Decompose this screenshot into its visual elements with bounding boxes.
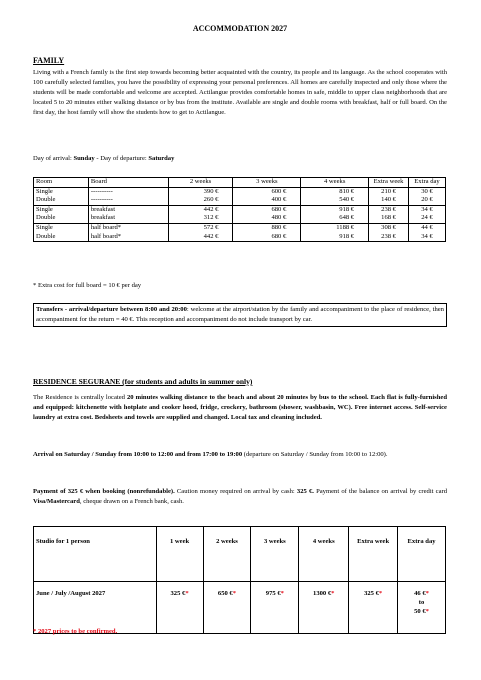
residence-text-1: The Residence is centrally located [33,394,127,401]
price-star: * [331,590,335,597]
table-row [34,223,446,232]
table-cell: 260 € [168,196,233,205]
table-cell: 810 € [301,187,369,196]
family-arrival-line [33,155,174,162]
table-cell: 34 € [409,233,446,242]
table-cell: breakfast [88,214,168,223]
table-cell: 238 € [369,205,409,214]
table-row [34,196,446,205]
table-cell: 168 € [369,214,409,223]
table-cell: ---------- [88,187,168,196]
header-cell: Board [88,178,168,188]
price-cell [156,582,203,634]
header-cell: Extra day [398,527,446,582]
arrival-day: Sunday [73,155,95,162]
transfer-box [33,303,447,327]
departure-day: Saturday [148,155,175,162]
transfer-bold: Transfers - arrival/departure between 8:00 and 20:00 [36,306,187,313]
table-cell: 30 € [409,187,446,196]
table-cell: Double [34,196,89,205]
header-cell: 2 weeks [203,527,251,582]
full-board-note: * Extra cost for full board = 10 € per day [33,282,142,289]
residence-description [33,393,447,423]
residence-text-2: 20 minutes walking distance to the beach and about 20 minutes by bus to the school. Each flat is fully-furnished and equipped: kitchenette with hotplate and cooker hood, fridge, crockery, bathroom (shower, washbasin, WC). Free internet access. Self-service laundry at extra cost. Bedsheets and towels are supplied and changed. Local tax and cleaning included. [33,394,447,422]
residence-footnote: * 2027 prices to be confirmed. [33,628,118,635]
residence-arrival-text: (departure on Saturday / Sunday from 10:00 to 12:00). [242,451,388,458]
page-title: ACCOMMODATION 2027 [192,24,288,33]
price-star: * [232,590,237,597]
table-cell: 680 € [233,205,301,214]
table-cell: 1188 € [301,223,369,232]
table-cell: 648 € [301,214,369,223]
header-cell: Extra week [349,527,398,582]
price-star: * [378,590,383,597]
table-row [34,233,446,242]
payment-text: Caution money required on arrival by cash: [174,488,297,495]
table-cell: 880 € [233,223,301,232]
table-cell: ---------- [88,196,168,205]
price: 325 € [364,590,379,597]
price-cell [251,582,299,634]
table-cell: 480 € [233,214,301,223]
price: 325 € [170,590,186,597]
residence-arrival-bold: Arrival on Saturday / Sunday from 10:00 to 12:00 and from 17:00 to 19:00 [33,451,243,458]
price-cell [299,582,349,634]
price: 50 € [414,608,426,615]
table-header-row [34,527,446,582]
price: 650 € [217,590,233,597]
table-cell: 140 € [369,196,409,205]
table-cell: 442 € [168,205,233,214]
price-cell [203,582,251,634]
table-cell: 918 € [301,205,369,214]
family-description: Living with a French family is the first step towards becoming better acquainted with the country, its people and its language. As the school cooperates with 100 carefully selected families, you have the possibility of expressing your personal preferences. All homes are carefully inspected and only those where the students will be made comfortable and welcome are accepted. Actilangue provides comfortable homes in safe, middle to upper class neighborhoods that are located 5 to 20 minutes either walking distance or by bus from the institute. Available are single and double rooms with breakfast, half or full board. On the first day, the host family will show the students how to get to Actilangue. [33,69,447,117]
header-cell: 4 weeks [299,527,349,582]
table-cell: 540 € [301,196,369,205]
residence-payment [33,487,447,507]
transfer-text: : welcome at the airport/station by the family and accompaniment to the place of residence, then accompaniment for the return = 40 €. This reception and accompaniment do not include transport by car. [36,306,444,324]
residence-arrival [33,450,447,460]
payment-bold-2: 325 €. [296,488,314,495]
table-header-row [34,178,446,188]
table-cell: 312 € [168,214,233,223]
departure-label: - Day of departure: [94,155,149,162]
price: 975 € [265,590,281,597]
header-cell: 1 week [156,527,203,582]
price-star: * [280,590,284,597]
table-cell: Double [34,214,89,223]
header-cell: Extra week [369,178,409,188]
price: 46 € [414,590,426,597]
table-row [34,205,446,214]
price-cell [398,582,446,634]
table-cell: Single [34,223,89,232]
table-cell: half board* [88,223,168,232]
payment-bold: Payment of 325 € when booking (nonrefundable). [33,488,175,495]
price-star: * [425,608,429,615]
header-cell: 4 weeks [301,178,369,188]
price: 1300 € [313,590,332,597]
row-label: June / July /August 2027 [34,582,157,634]
table-cell: 34 € [409,205,446,214]
residence-heading: RESIDENCE SEGURANE (for students and adults in summer only) [33,377,253,386]
table-cell: 918 € [301,233,369,242]
residence-price-table [33,526,446,634]
table-cell: 44 € [409,223,446,232]
payment-text-2: Payment of the balance on arrival by credit card [313,488,448,495]
header-cell: Room [34,178,89,188]
price-star: * [425,590,429,597]
table-cell: half board* [88,233,168,242]
table-cell: 442 € [168,233,233,242]
header-cell: 2 weeks [168,178,233,188]
table-row [34,187,446,196]
header-cell: Extra day [409,178,446,188]
payment-text-3: , cheque drawn on a French bank, cash. [79,498,184,506]
price-to: to [418,599,425,606]
price-cell [349,582,398,634]
table-cell: Double [34,233,89,242]
table-cell: 210 € [369,187,409,196]
table-cell: 24 € [409,214,446,223]
family-heading: FAMILY [33,56,65,65]
header-cell: Studio for 1 person [34,527,157,582]
table-cell: Single [34,187,89,196]
table-cell: 600 € [233,187,301,196]
table-cell: 308 € [369,223,409,232]
table-row [34,214,446,223]
payment-bold-3: Visa/Mastercard [33,498,80,506]
table-cell: 400 € [233,196,301,205]
family-price-table [33,177,446,242]
table-cell: Single [34,205,89,214]
table-cell: 680 € [233,233,301,242]
table-cell: 390 € [168,187,233,196]
table-cell: 20 € [409,196,446,205]
table-cell: breakfast [88,205,168,214]
table-row [34,582,446,634]
arrival-label: Day of arrival: [33,155,74,162]
header-cell: 3 weeks [251,527,299,582]
table-cell: 572 € [168,223,233,232]
header-cell: 3 weeks [233,178,301,188]
table-cell: 238 € [369,233,409,242]
price-star: * [185,590,189,597]
